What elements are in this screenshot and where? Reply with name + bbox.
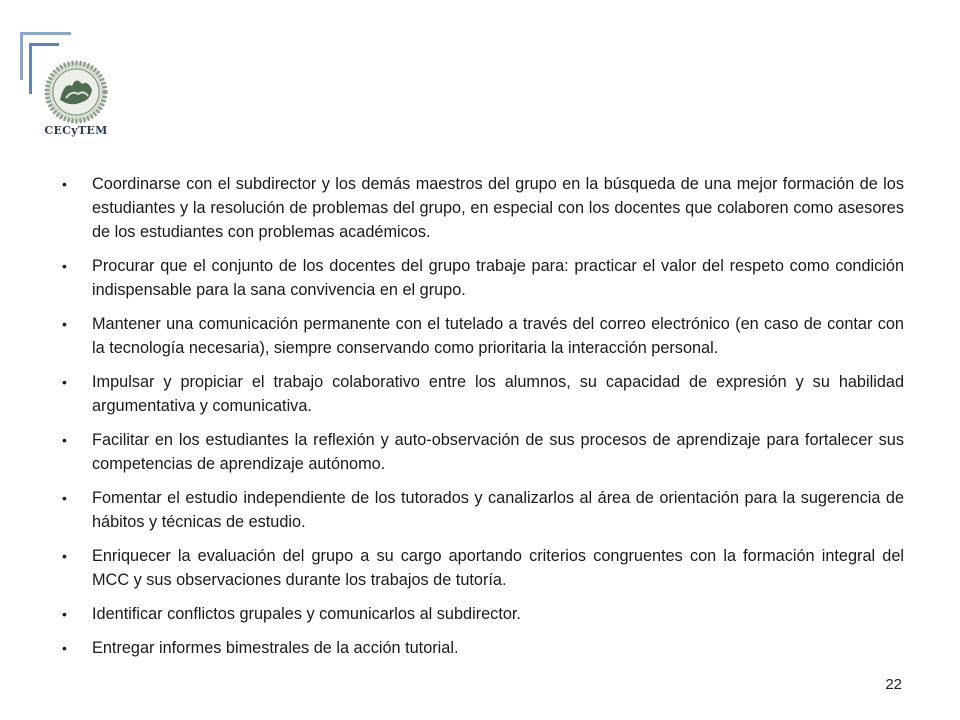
list-item-text: Coordinarse con el subdirector y los demás maestros del grupo en la búsqueda de una mejor formación de los estudiantes y la resolución de problemas del grupo, en especial con los docentes que colaboren como asesores de los estudiantes con problemas académicos. [92,175,904,241]
bullet-icon: • [62,316,67,332]
bullet-icon: • [62,548,67,564]
list-item-text: Fomentar el estudio independiente de los tutorados y canalizarlos al área de orientación para la sugerencia de hábitos y técnicas de estudio. [92,489,904,531]
list-item-text: Identificar conflictos grupales y comunicarlos al subdirector. [92,605,521,623]
list-item-text: Impulsar y propiciar el trabajo colaborativo entre los alumnos, su capacidad de expresión y su habilidad argumentativa y comunicativa. [92,373,904,415]
list-item [62,486,904,534]
cecytem-logo [36,60,116,150]
list-item [62,370,904,418]
logo-emblem-icon [36,60,116,124]
list-item [62,172,904,244]
list-item [62,544,904,592]
list-item [62,254,904,302]
list-item-text: Procurar que el conjunto de los docentes del grupo trabaje para: practicar el valor del respeto como condición indispensable para la sana convivencia en el grupo. [92,257,904,299]
list-item [62,636,904,660]
list-item-text: Facilitar en los estudiantes la reflexión y auto-observación de sus procesos de aprendizaje para fortalecer sus competencias de aprendizaje autónomo. [92,431,904,473]
bullet-list [62,172,904,670]
bullet-icon: • [62,606,67,622]
logo-text: CECyTEM [44,124,108,137]
bullet-icon: • [62,176,67,192]
bullet-icon: • [62,640,67,656]
bullet-icon: • [62,258,67,274]
bullet-icon: • [62,432,67,448]
list-item [62,602,904,626]
bullet-icon: • [62,374,67,390]
list-item [62,312,904,360]
list-item [62,428,904,476]
bullet-icon: • [62,490,67,506]
page-number: 22 [885,676,902,693]
list-item-text: Mantener una comunicación permanente con el tutelado a través del correo electrónico (en caso de contar con la tecnología necesaria), siempre conservando como prioritaria la interacción personal. [92,315,904,357]
list-item-text: Entregar informes bimestrales de la acción tutorial. [92,639,459,657]
list-item-text: Enriquecer la evaluación del grupo a su cargo aportando criterios congruentes con la formación integral del MCC y sus observaciones durante los trabajos de tutoría. [92,547,904,589]
